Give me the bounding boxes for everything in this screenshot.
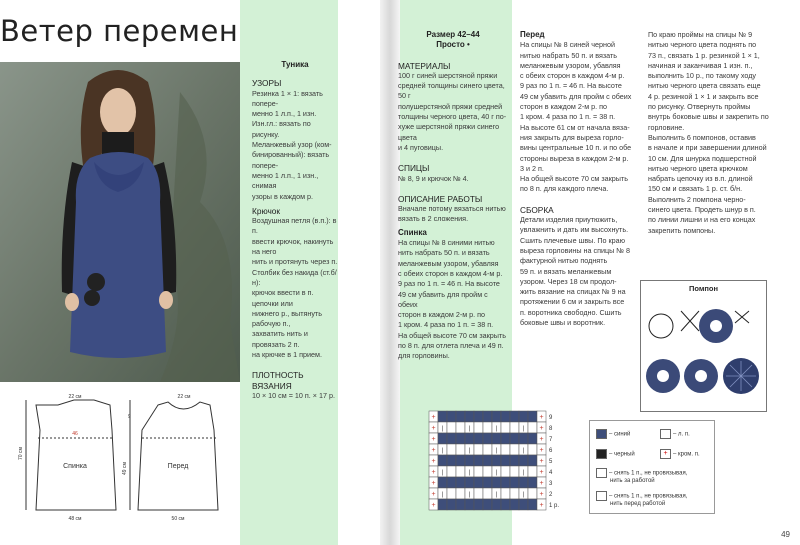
chart-cell [474, 433, 483, 444]
text-line: сторон в каждом 2-м р. по [398, 310, 486, 320]
materials-text [398, 71, 508, 153]
materials-instructions [398, 30, 508, 362]
text-line: в начале и при завершении длиной [648, 143, 767, 153]
chart-cell [492, 433, 501, 444]
chart-cell [474, 444, 483, 455]
page-title: Ветер перемен [0, 14, 239, 48]
patterns-text [252, 89, 338, 202]
chart-slip-mark: | [495, 492, 498, 498]
chart-cell [474, 455, 483, 466]
chart-cell [456, 477, 465, 488]
text-line: нитью набрать 50 п. и вязать [520, 50, 618, 60]
chart-cell [510, 499, 519, 510]
text-line: вины центральные 10 п. и по обе [520, 143, 632, 153]
text-line: нитью черного цвета поднять по [648, 40, 757, 50]
chart-cell [438, 499, 447, 510]
text-line: На общей высоте 70 см закрыть [520, 174, 629, 184]
legend-item-blue: – синий [596, 429, 630, 439]
density-header: ПЛОТНОСТЬ ВЯЗАНИЯ [252, 370, 304, 391]
text-line: меланжевым узором, убавляя [520, 60, 621, 70]
text-line: 3 и 2 п. [520, 163, 544, 173]
chart-slip-mark: | [495, 426, 498, 432]
text-line: по рисунку. Отвернуть проймы [648, 102, 751, 112]
assembly-header: СБОРКА [520, 204, 554, 215]
page-number: 49 [781, 530, 790, 539]
chart-edge-mark: + [431, 425, 436, 432]
chart-edge-mark: + [431, 480, 436, 487]
pompon-illustration [640, 280, 767, 412]
pompon-title: Помпон [688, 284, 719, 293]
chart-edge-mark: + [539, 491, 544, 498]
text-line: бинированный): вязать попере- [252, 150, 330, 170]
back-label: Спинка [63, 463, 87, 470]
text-line: увлажнить и дать им высохнуть. [520, 225, 629, 235]
chart-cell [438, 477, 447, 488]
chart-cell [483, 466, 492, 477]
chart-cell [456, 411, 465, 422]
chart-cell [483, 422, 492, 433]
text-line: ввести крючок, накинуть на него [252, 236, 334, 257]
chart-cell [519, 411, 528, 422]
text-line: закрепить помпоны. [648, 225, 716, 235]
chart-cell [528, 477, 537, 488]
chart-row-label: 2 [549, 492, 553, 498]
chart-cell [465, 499, 474, 510]
chart-cell [456, 455, 465, 466]
text-line: начиная и заканчивая 1 изн. п., [648, 60, 753, 70]
chart-cell [510, 466, 519, 477]
text-line: полушерстяной пряжи средней [398, 101, 503, 111]
chart-cell [501, 488, 510, 499]
text-line: 150 см и связать 1 р. ст. б/н. [648, 184, 743, 194]
chart-legend [589, 420, 715, 514]
chart-edge-mark: + [539, 436, 544, 443]
text-line: нижнего р., вытянуть рабочую п., [252, 308, 322, 329]
chart-cell [465, 455, 474, 466]
chart-edge-mark: + [539, 425, 544, 432]
text-line: выполнить 10 р., по такому ходу [648, 71, 756, 81]
chart-cell [501, 422, 510, 433]
chart-cell [456, 466, 465, 477]
chart-cell [474, 422, 483, 433]
dim-top-back: 22 см [68, 394, 82, 400]
chart-cell [483, 455, 492, 466]
chart-cell [456, 499, 465, 510]
chart-cell [501, 411, 510, 422]
front-text [520, 40, 632, 194]
text-line: толщины черного цвета, 40 г по- [398, 112, 507, 122]
text-line: горловине. [648, 122, 685, 132]
chart-cell [528, 499, 537, 510]
dim-height-side: 49 см [122, 462, 128, 475]
text-line: вязать в 2 сложения. [398, 214, 469, 224]
text-line: Резинка 1 × 1: вязать попере- [252, 88, 323, 108]
level-line: Просто • [436, 40, 470, 50]
text-line: 49 см убавить для пройм с обеих [520, 91, 632, 101]
chart-cell [483, 488, 492, 499]
text-line: жить вязание на спицах № 9 на [520, 287, 626, 297]
finishing-instructions [648, 30, 788, 236]
dim-bottom-front: 50 см [171, 516, 185, 522]
chart-cell [528, 433, 537, 444]
front-label: Перед [167, 463, 189, 470]
chart-cell [501, 477, 510, 488]
needles-header: СПИЦЫ [398, 163, 430, 174]
garment-title: Туника [281, 60, 309, 69]
text-line: узоры в каждом р. [252, 191, 314, 201]
text-line: менно 1 л.п., 1 изн., снимая [252, 170, 319, 191]
chart-cell [519, 433, 528, 444]
chart-cell [438, 411, 447, 422]
text-line: средней толщины синего цвета, 50 г [398, 81, 505, 101]
dim-bottom-back-2: 48 см [68, 516, 82, 522]
chart-slip-mark: | [495, 470, 498, 476]
chart-cell [510, 455, 519, 466]
text-line: 59 п. и вязать меланжевым [520, 266, 612, 276]
text-line: нитью черного цвета крючком [648, 163, 748, 173]
work-header: ОПИСАНИЕ РАБОТЫ [398, 193, 483, 204]
chart-cell [483, 477, 492, 488]
text-line: На высоте 61 см от начала вяза- [520, 122, 630, 132]
text-line: ния закрыть для выреза горло- [520, 132, 624, 142]
legend-item-knit: – л. п. [660, 429, 690, 439]
text-line: На общей высоте 70 см закрыть [398, 330, 507, 340]
chart-cell [447, 411, 456, 422]
chart-edge-mark: + [539, 414, 544, 421]
materials-header: МАТЕРИАЛЫ [398, 60, 451, 71]
chart-edge-mark: + [539, 502, 544, 509]
chart-edge-mark: + [539, 447, 544, 454]
dim-armhole: 9 [128, 414, 131, 420]
chart-slip-mark: | [522, 448, 525, 454]
chart-cell [528, 455, 537, 466]
text-line: 9 раз по 1 п. = 46 п. На высоте [398, 279, 500, 289]
text-line: по линии лишни и на его концах [648, 215, 756, 225]
legend-item-slip-front: – снять 1 п., не провязывая, нить перед работой [596, 491, 687, 507]
chart-cell [510, 444, 519, 455]
front-header: Перед [520, 30, 545, 39]
text-line: набрать цепочку из в.п. длиной [648, 174, 753, 184]
chart-cell [510, 411, 519, 422]
chart-row-label: 1 р. [549, 503, 560, 509]
text-line: нитью черного цвета связать еще [648, 81, 761, 91]
chart-row-label: 5 [549, 459, 553, 465]
chart-cell [519, 455, 528, 466]
chart-slip-mark: | [468, 448, 471, 454]
text-line: Сшить плечевые швы. По краю [520, 235, 626, 245]
chart-row-label: 8 [549, 426, 553, 432]
chart-slip-mark: | [468, 492, 471, 498]
chart-slip-mark: | [468, 426, 471, 432]
chart-edge-mark: + [431, 414, 436, 421]
chart-cell [456, 488, 465, 499]
chart-cell [447, 422, 456, 433]
chart-cell [501, 433, 510, 444]
finishing-text [648, 30, 788, 236]
text-line: синего цвета. Продеть шнур в п. [648, 205, 756, 215]
chart-slip-mark: | [441, 492, 444, 498]
text-line: менно 1 л.п., 1 изн. [252, 109, 317, 119]
chart-cell [501, 499, 510, 510]
chart-slip-mark: | [441, 448, 444, 454]
chart-edge-mark: + [431, 436, 436, 443]
text-line: Вначале потому вязаться нитью [398, 204, 506, 214]
text-line: Выполнить 6 помпонов, оставив [648, 132, 756, 142]
chart-cell [474, 488, 483, 499]
model-photo [0, 62, 240, 382]
text-line: внутрь боковые швы и закрепить по [648, 112, 769, 122]
density-text: 10 × 10 см = 10 п. × 17 р. [252, 390, 335, 400]
chart-edge-mark: + [431, 458, 436, 465]
legend-item-black: – черный [596, 449, 635, 459]
dim-top-front: 22 см [177, 394, 191, 400]
chart-edge-mark: + [539, 480, 544, 487]
page-spine [380, 0, 400, 545]
chart-cell [492, 499, 501, 510]
chart-row-label: 4 [549, 470, 553, 476]
text-line: по 8 п. для каждого плеча. [520, 184, 609, 194]
chart-slip-mark: | [495, 448, 498, 454]
chart-cell [447, 477, 456, 488]
text-line: Изн.гл.: вязать по рисунку. [252, 119, 311, 139]
chart-cell [528, 488, 537, 499]
chart-cell [510, 422, 519, 433]
assembly-text [520, 215, 632, 328]
chart-edge-mark: + [431, 447, 436, 454]
text-line: 1 кром. 4 раза по 1 п. = 38 п. [398, 320, 494, 330]
chart-row-label: 3 [549, 481, 553, 487]
chart-cell [465, 477, 474, 488]
chart-cell [465, 433, 474, 444]
needles-text: № 8, 9 и крючок № 4. [398, 173, 469, 183]
text-line: для горловины. [398, 351, 450, 361]
garment-schematic [18, 390, 248, 525]
chart-cell [501, 444, 510, 455]
chart-edge-mark: + [539, 469, 544, 476]
text-line: Меланжевый узор (ком- [252, 140, 332, 150]
text-line: нить и протянуть через п. [252, 257, 338, 267]
text-line: захватить нить и провязать 2 п. [252, 329, 308, 349]
chart-cell [528, 422, 537, 433]
text-line: 49 см убавить для пройм с обеих [398, 289, 488, 309]
chart-cell [528, 466, 537, 477]
text-line: 100 г синей шерстяной пряжи [398, 70, 498, 80]
work-text [398, 204, 508, 225]
text-line: 4 р. резинкой 1 × 1 и закрыть все [648, 91, 759, 101]
chart-cell [474, 411, 483, 422]
text-line: Столбик без накида (ст.б/н): [252, 267, 337, 287]
chart-edge-mark: + [431, 502, 436, 509]
size-line: Размер 42–44 [426, 30, 480, 39]
text-line: хуже шерстяной пряжи синего цвета [398, 122, 500, 142]
chart-cell [528, 444, 537, 455]
text-line: По краю проймы на спицы № 9 [648, 30, 753, 39]
text-line: меланжевым узором, убавляя [398, 258, 499, 268]
chart-cell [519, 499, 528, 510]
dim-bottom-back: 46 [72, 431, 78, 437]
chart-cell [447, 488, 456, 499]
text-line: фактурной нитью поднять [520, 256, 608, 266]
crochet-text [252, 216, 338, 360]
chart-cell [456, 422, 465, 433]
chart-cell [456, 433, 465, 444]
chart-cell [465, 411, 474, 422]
chart-row-label: 9 [549, 415, 553, 421]
crochet-header: Крючок [252, 205, 281, 216]
chart-slip-mark: | [522, 470, 525, 476]
chart-cell [483, 433, 492, 444]
chart-cell [474, 477, 483, 488]
patterns-header: УЗОРЫ [252, 78, 282, 89]
text-line: узором. Через 18 см продол- [520, 276, 617, 286]
text-line: по 8 п. для отлета плеча и 49 п. [398, 341, 504, 351]
back-text [398, 238, 508, 362]
chart-cell [492, 455, 501, 466]
front-instructions [520, 30, 632, 328]
chart-row-label: 6 [549, 448, 553, 454]
text-line: 9 раз по 1 п. = 46 п. На высоте [520, 81, 622, 91]
chart-cell [438, 455, 447, 466]
chart-cell [447, 499, 456, 510]
text-line: крючок ввести в п. цепочки или [252, 288, 314, 308]
chart-cell [492, 477, 501, 488]
text-line: протяжении 6 см и закрыть все [520, 297, 625, 307]
legend-item-edge: + – кром. п. [660, 449, 700, 459]
chart-edge-mark: + [431, 491, 436, 498]
knitting-chart [425, 405, 565, 517]
text-line: 73 п., связать 1 р. резинкой 1 × 1, [648, 50, 760, 60]
dim-height-total: 70 см [18, 447, 24, 460]
chart-cell [447, 433, 456, 444]
text-line: п. воротника свободно. Сшить [520, 307, 622, 317]
chart-slip-mark: | [441, 470, 444, 476]
text-line: на крючке в 1 прием. [252, 350, 322, 360]
text-line: нить набрать 50 п. и вязать [398, 248, 490, 258]
chart-cell [483, 499, 492, 510]
chart-cell [447, 466, 456, 477]
text-line: с обеих сторон в каждом 4-м р. [398, 268, 503, 278]
chart-edge-mark: + [431, 469, 436, 476]
chart-row-label: 7 [549, 437, 553, 443]
text-line: стороны выреза в каждом 2-м р. [520, 153, 629, 163]
text-line: боковые швы и воротник. [520, 318, 606, 328]
left-instructions [252, 60, 338, 401]
chart-cell [528, 411, 537, 422]
chart-cell [483, 444, 492, 455]
chart-slip-mark: | [468, 470, 471, 476]
chart-cell [447, 455, 456, 466]
text-line: Детали изделия приутюжить, [520, 215, 618, 225]
chart-slip-mark: | [522, 426, 525, 432]
chart-cell [510, 433, 519, 444]
chart-slip-mark: | [441, 426, 444, 432]
text-line: 1 кром. 4 раза по 1 п. = 38 п. [520, 112, 616, 122]
chart-cell [519, 477, 528, 488]
chart-cell [447, 444, 456, 455]
text-line: 10 см. Для шнурка подшерстной [648, 153, 757, 163]
text-line: Воздушная петля (в.п.): в п. [252, 216, 337, 236]
chart-edge-mark: + [539, 458, 544, 465]
legend-item-slip-back: – снять 1 п., не провязывая, нить за работой [596, 468, 687, 484]
text-line: сторон в каждом 2-м р. по [520, 102, 608, 112]
text-line: и 4 пуговицы. [398, 142, 444, 152]
chart-cell [474, 499, 483, 510]
chart-cell [510, 488, 519, 499]
text-line: Выполнить 2 помпона черно- [648, 194, 746, 204]
chart-cell [501, 455, 510, 466]
text-line: выреза горловины на спицы № 8 [520, 245, 631, 255]
text-line: На спицы № 8 синей черной [520, 40, 615, 50]
chart-cell [474, 466, 483, 477]
chart-slip-mark: | [522, 492, 525, 498]
text-line: На спицы № 8 синими нитью [398, 238, 495, 248]
chart-cell [492, 411, 501, 422]
back-header: Спинка [398, 227, 427, 237]
chart-cell [483, 411, 492, 422]
chart-cell [438, 433, 447, 444]
chart-cell [456, 444, 465, 455]
chart-cell [501, 466, 510, 477]
text-line: с обеих сторон в каждом 4-м р. [520, 71, 625, 81]
chart-cell [510, 477, 519, 488]
